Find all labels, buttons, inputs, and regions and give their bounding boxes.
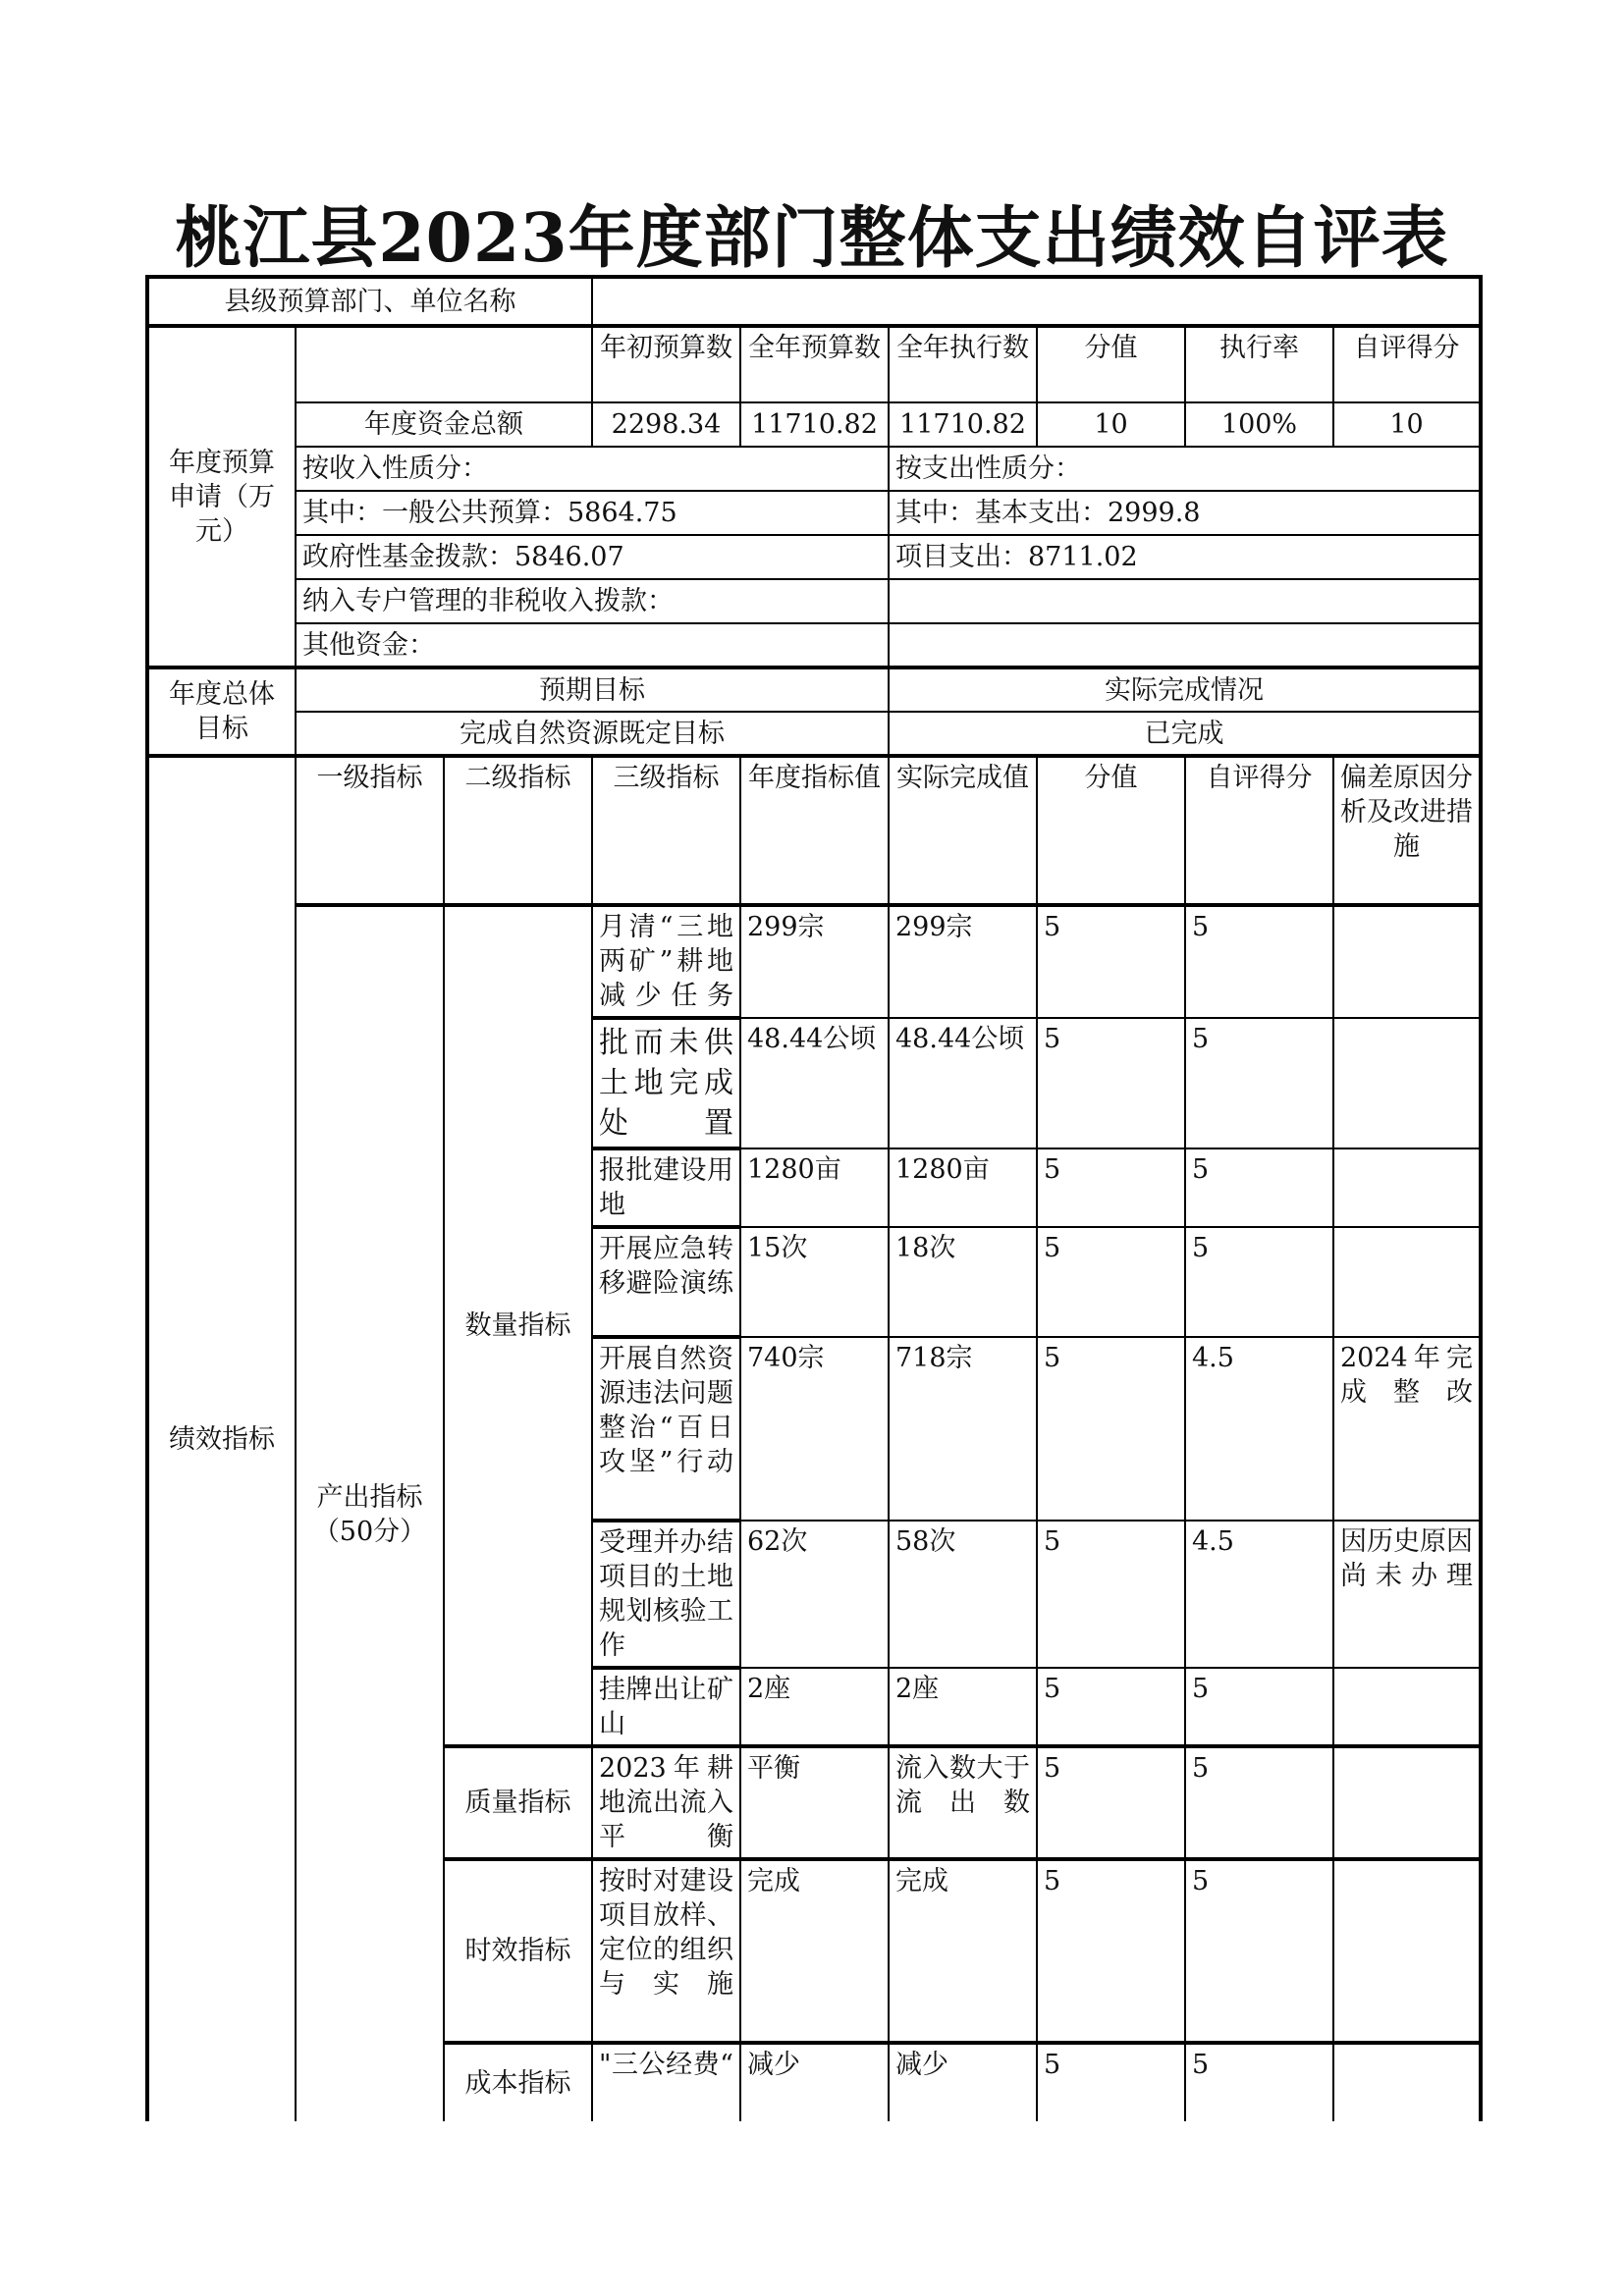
budget-header-score: 分值 bbox=[1037, 326, 1185, 402]
perf-row-self-score: 5 bbox=[1185, 2043, 1333, 2121]
budget-total-score: 10 bbox=[1037, 402, 1185, 447]
perf-header-level3: 三级指标 bbox=[592, 756, 740, 905]
perf-row-name: "三公经费“ bbox=[592, 2043, 740, 2121]
perf-row-name: 开展应急转移避险演练 bbox=[592, 1227, 740, 1337]
perf-row-target: 完成 bbox=[740, 1859, 889, 2043]
perf-header-score: 分值 bbox=[1037, 756, 1185, 905]
perf-row-actual: 2座 bbox=[889, 1668, 1037, 1746]
perf-row-name: 挂牌出让矿山 bbox=[592, 1668, 740, 1746]
perf-row-self-score: 5 bbox=[1185, 905, 1333, 1018]
perf-row-self-score: 4.5 bbox=[1185, 1521, 1333, 1668]
page-title: 桃江县2023年度部门整体支出绩效自评表 bbox=[175, 199, 1449, 278]
perf-row-self-score: 4.5 bbox=[1185, 1337, 1333, 1521]
perf-row-reason bbox=[1333, 1859, 1481, 2043]
perf-row-target: 740宗 bbox=[740, 1337, 889, 1521]
perf-row-target: 平衡 bbox=[740, 1746, 889, 1859]
goal-actual-value: 已完成 bbox=[889, 712, 1481, 756]
budget-line-left: 纳入专户管理的非税收入拨款： bbox=[296, 579, 889, 623]
budget-line-left: 按收入性质分： bbox=[296, 447, 889, 491]
dept-label: 县级预算部门、单位名称 bbox=[147, 277, 592, 326]
budget-group-label: 年度预算申请（万元） bbox=[147, 326, 296, 667]
perf-row-target: 48.44公顷 bbox=[740, 1018, 889, 1148]
budget-header-executed: 全年执行数 bbox=[889, 326, 1037, 402]
perf-row-score: 5 bbox=[1037, 2043, 1185, 2121]
perf-row-reason bbox=[1333, 1018, 1481, 1148]
perf-row-name: 报批建设用地 bbox=[592, 1148, 740, 1227]
goal-label: 年度总体目标 bbox=[147, 667, 296, 756]
self-evaluation-table bbox=[145, 275, 1483, 2121]
budget-line-left: 其中：一般公共预算：5864.75 bbox=[296, 491, 889, 535]
perf-row-score: 5 bbox=[1037, 1521, 1185, 1668]
perf-row-self-score: 5 bbox=[1185, 1227, 1333, 1337]
budget-header-initial: 年初预算数 bbox=[592, 326, 740, 402]
perf-group-timeliness: 时效指标 bbox=[444, 1859, 592, 2043]
perf-row-name: 受理并办结项目的土地规划核验工作 bbox=[592, 1521, 740, 1668]
perf-level1-output: 产出指标（50分） bbox=[296, 905, 444, 2121]
perf-group-quantity: 数量指标 bbox=[444, 905, 592, 1746]
perf-row-target: 减少 bbox=[740, 2043, 889, 2121]
perf-row-score: 5 bbox=[1037, 1018, 1185, 1148]
perf-row-target: 15次 bbox=[740, 1227, 889, 1337]
goal-expected-value: 完成自然资源既定目标 bbox=[296, 712, 889, 756]
perf-row-actual: 58次 bbox=[889, 1521, 1037, 1668]
perf-row-score: 5 bbox=[1037, 1746, 1185, 1859]
perf-row-reason bbox=[1333, 1227, 1481, 1337]
perf-row-name: 月清“三地两矿”耕地减少任务 bbox=[592, 905, 740, 1018]
perf-row-actual: 减少 bbox=[889, 2043, 1037, 2121]
goal-expected-label: 预期目标 bbox=[296, 667, 889, 712]
perf-row-reason: 2024年完成整改 bbox=[1333, 1337, 1481, 1521]
perf-row-name: 批而未供土地完成处置 bbox=[592, 1018, 740, 1148]
perf-header-target: 年度指标值 bbox=[740, 756, 889, 905]
perf-row-score: 5 bbox=[1037, 1337, 1185, 1521]
perf-row-score: 5 bbox=[1037, 905, 1185, 1018]
perf-header-self-score: 自评得分 bbox=[1185, 756, 1333, 905]
budget-line-right bbox=[889, 579, 1481, 623]
perf-group-cost: 成本指标 bbox=[444, 2043, 592, 2121]
perf-row-target: 299宗 bbox=[740, 905, 889, 1018]
budget-header-full-year: 全年预算数 bbox=[740, 326, 889, 402]
perf-row-name: 按时对建设项目放样、定位的组织与实施 bbox=[592, 1859, 740, 2043]
budget-total-full-year: 11710.82 bbox=[740, 402, 889, 447]
perf-row-actual: 299宗 bbox=[889, 905, 1037, 1018]
perf-row-actual: 718宗 bbox=[889, 1337, 1037, 1521]
perf-row-actual: 流入数大于流出数 bbox=[889, 1746, 1037, 1859]
perf-header-level1: 一级指标 bbox=[296, 756, 444, 905]
budget-header-blank bbox=[296, 326, 592, 402]
perf-header-level2: 二级指标 bbox=[444, 756, 592, 905]
perf-row-score: 5 bbox=[1037, 1859, 1185, 2043]
budget-line-right: 按支出性质分： bbox=[889, 447, 1481, 491]
perf-header-reason: 偏差原因分析及改进措施 bbox=[1333, 756, 1481, 905]
budget-total-label: 年度资金总额 bbox=[296, 402, 592, 447]
budget-line-right bbox=[889, 623, 1481, 667]
perf-row-actual: 18次 bbox=[889, 1227, 1037, 1337]
perf-row-reason bbox=[1333, 2043, 1481, 2121]
perf-row-target: 1280亩 bbox=[740, 1148, 889, 1227]
perf-row-self-score: 5 bbox=[1185, 1148, 1333, 1227]
budget-total-exec-rate: 100% bbox=[1185, 402, 1333, 447]
budget-total-self-score: 10 bbox=[1333, 402, 1481, 447]
budget-line-left: 其他资金： bbox=[296, 623, 889, 667]
budget-total-initial: 2298.34 bbox=[592, 402, 740, 447]
budget-header-self-score: 自评得分 bbox=[1333, 326, 1481, 402]
perf-row-name: 2023年耕地流出流入平衡 bbox=[592, 1746, 740, 1859]
perf-row-self-score: 5 bbox=[1185, 1746, 1333, 1859]
perf-row-target: 62次 bbox=[740, 1521, 889, 1668]
perf-row-self-score: 5 bbox=[1185, 1859, 1333, 2043]
perf-row-name: 开展自然资源违法问题整治“百日攻坚”行动 bbox=[592, 1337, 740, 1521]
perf-header-actual: 实际完成值 bbox=[889, 756, 1037, 905]
perf-row-reason: 因历史原因尚未办理 bbox=[1333, 1521, 1481, 1668]
goal-actual-label: 实际完成情况 bbox=[889, 667, 1481, 712]
budget-line-right: 项目支出：8711.02 bbox=[889, 535, 1481, 579]
perf-row-reason bbox=[1333, 1746, 1481, 1859]
perf-row-actual: 48.44公顷 bbox=[889, 1018, 1037, 1148]
perf-row-score: 5 bbox=[1037, 1227, 1185, 1337]
perf-row-score: 5 bbox=[1037, 1668, 1185, 1746]
perf-row-score: 5 bbox=[1037, 1148, 1185, 1227]
perf-row-self-score: 5 bbox=[1185, 1668, 1333, 1746]
perf-row-reason bbox=[1333, 905, 1481, 1018]
perf-row-reason bbox=[1333, 1148, 1481, 1227]
perf-label: 绩效指标 bbox=[147, 756, 296, 2121]
budget-line-left: 政府性基金拨款：5846.07 bbox=[296, 535, 889, 579]
budget-header-exec-rate: 执行率 bbox=[1185, 326, 1333, 402]
dept-value bbox=[592, 277, 1481, 326]
perf-row-target: 2座 bbox=[740, 1668, 889, 1746]
perf-row-self-score: 5 bbox=[1185, 1018, 1333, 1148]
perf-row-actual: 完成 bbox=[889, 1859, 1037, 2043]
perf-group-quality: 质量指标 bbox=[444, 1746, 592, 1859]
budget-total-executed: 11710.82 bbox=[889, 402, 1037, 447]
perf-row-actual: 1280亩 bbox=[889, 1148, 1037, 1227]
perf-row-reason bbox=[1333, 1668, 1481, 1746]
budget-line-right: 其中：基本支出：2999.8 bbox=[889, 491, 1481, 535]
